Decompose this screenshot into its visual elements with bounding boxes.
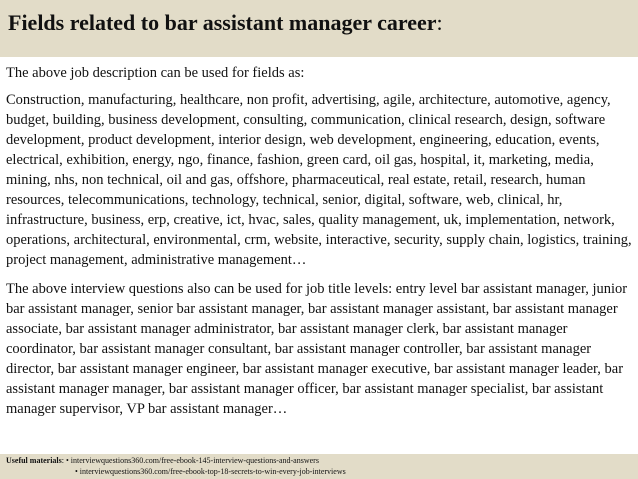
main-content [6,63,634,428]
job-levels-text: The above interview questions also can be used for job title levels: entry level bar assistant manager, junior bar assistant manager, senior bar assistant manager, bar assistant manager assistant, bar assistant manager associate, bar assistant manager administrator, bar assistant manager clerk, bar assistant manager coordinator, bar assistant manager consultant, bar assistant manager controller, bar assistant manager director, bar assistant manager engineer, bar assistant manager executive, bar assistant manager leader, bar assistant manager manager, bar assistant manager officer, bar assistant manager specialist, bar assistant manager supervisor, VP bar assistant manager… [6,281,628,417]
footer-link-1[interactable]: • interviewquestions360.com/free-ebook-145-interview-questions-and-answers [66,456,319,465]
footer-row-1 [6,455,634,466]
title-band [0,0,638,57]
useful-materials-label: Useful materials [6,456,62,465]
useful-materials-separator: : [61,456,66,465]
footer-link-2[interactable]: • interviewquestions360.com/free-ebook-top-18-secrets-to-win-every-job-interviews [75,467,346,476]
page-title [8,10,630,36]
page-title-colon: : [436,10,443,35]
fields-list: Construction, manufacturing, healthcare, non profit, advertising, agile, architecture, automotive, agency, budget, building, business development, consulting, communication, clinical research, design, software development, product development, interior design, web development, engineering, education, events, electrical, exhibition, energy, ngo, finance, fashion, green card, oil gas, hospital, it, marketing, media, mining, nhs, non technical, oil and gas, offshore, pharmaceutical, real estate, retail, research, human resources, telecommunications, technology, technical, senior, digital, software, web, clinical, hr, infrastructure, business, erp, creative, ict, hvac, sales, quality management, uk, implementation, network, operations, architectural, environmental, crm, website, interactive, security, supply chain, logistics, training, project management, administrative management… [6,92,632,268]
intro-text: The above job description can be used for fields as: [6,65,305,81]
footer-row-2 [6,466,634,477]
page-title-text: Fields related to bar assistant manager career [8,10,437,35]
useful-materials-footer [0,454,638,479]
